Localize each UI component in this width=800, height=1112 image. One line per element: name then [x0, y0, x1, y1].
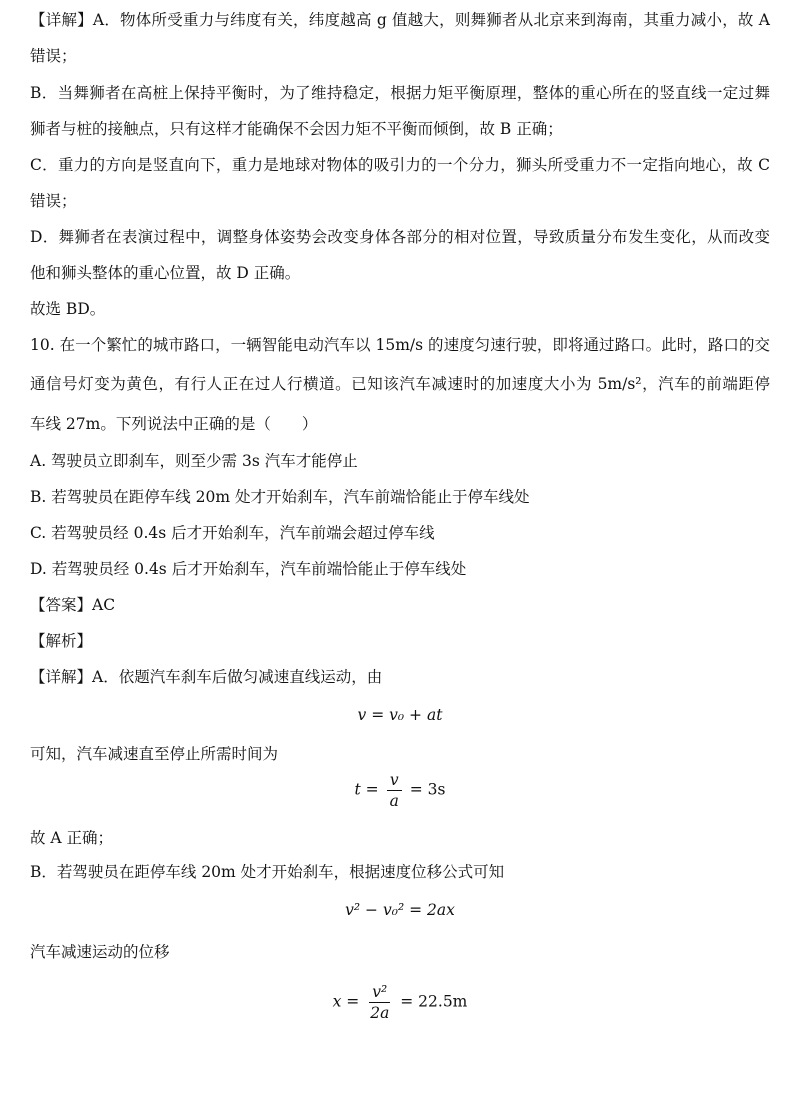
text-line: 【详解】A．物体所受重力与纬度有关，纬度越高 g 值越大，则舞狮者从北京来到海南，其重力减小，故 A [30, 11, 770, 29]
question-stem: 通信号灯变为黄色，有行人正在过人行横道。已知该汽车减速时的加速度大小为 5m/s²，汽车的前端距停 [30, 375, 770, 393]
question-stem: 10. 在一个繁忙的城市路口，一辆智能电动汽车以 15m/s 的速度匀速行驶，即将通过路口。此时，路口的交 [30, 336, 770, 354]
equation-stop-time: t = $\frac{v}{a}$ = 3s [354, 771, 446, 810]
equation-displacement: x = $\frac{\text{v²}}{2a}$ = 22.5m [332, 983, 468, 1022]
option-a: A. 驾驶员立即刹车，则至少需 3s 汽车才能停止 [30, 452, 358, 470]
text-line: 可知，汽车减速直至停止所需时间为 [30, 745, 279, 763]
text-line: 【详解】A．依题汽车刹车后做匀减速直线运动，由 [30, 668, 383, 686]
text-line: 汽车减速运动的位移 [30, 943, 170, 961]
answer-label: 【答案】AC [30, 596, 116, 614]
text-line: B．当舞狮者在高桩上保持平衡时，为了维持稳定，根据力矩平衡原理，整体的重心所在的竖直线一定过舞 [30, 84, 770, 102]
text-line: 错误； [30, 47, 77, 65]
text-line: 故 A 正确； [30, 829, 114, 847]
text-line: 狮者与桩的接触点，只有这样才能确保不会因力矩不平衡而倾倒，故 B 正确； [30, 120, 563, 138]
equation-velocity-displacement: v² − v₀² = 2ax [345, 901, 455, 919]
text-line: B．若驾驶员在距停车线 20m 处才开始刹车，根据速度位移公式可知 [30, 863, 505, 881]
option-b: B. 若驾驶员在距停车线 20m 处才开始刹车，汽车前端恰能止于停车线处 [30, 488, 530, 506]
analysis-label: 【解析】 [30, 632, 93, 650]
text-line: C．重力的方向是竖直向下，重力是地球对物体的吸引力的一个分力，狮头所受重力不一定指向地心，故 C [30, 156, 770, 174]
text-line: 错误； [30, 192, 77, 210]
text-line: 他和狮头整体的重心位置，故 D 正确。 [30, 264, 301, 282]
option-c: C. 若驾驶员经 0.4s 后才开始刹车，汽车前端会超过停车线 [30, 524, 435, 542]
question-stem: 车线 27m。下列说法中正确的是（ ） [30, 415, 318, 433]
text-line: 故选 BD。 [30, 300, 106, 318]
option-d: D. 若驾驶员经 0.4s 后才开始刹车，汽车前端恰能止于停车线处 [30, 560, 467, 578]
text-line: D．舞狮者在表演过程中，调整身体姿势会改变身体各部分的相对位置，导致质量分布发生变化，从而改变 [30, 228, 770, 246]
equation-velocity-time: v = v₀ + at [357, 706, 443, 724]
